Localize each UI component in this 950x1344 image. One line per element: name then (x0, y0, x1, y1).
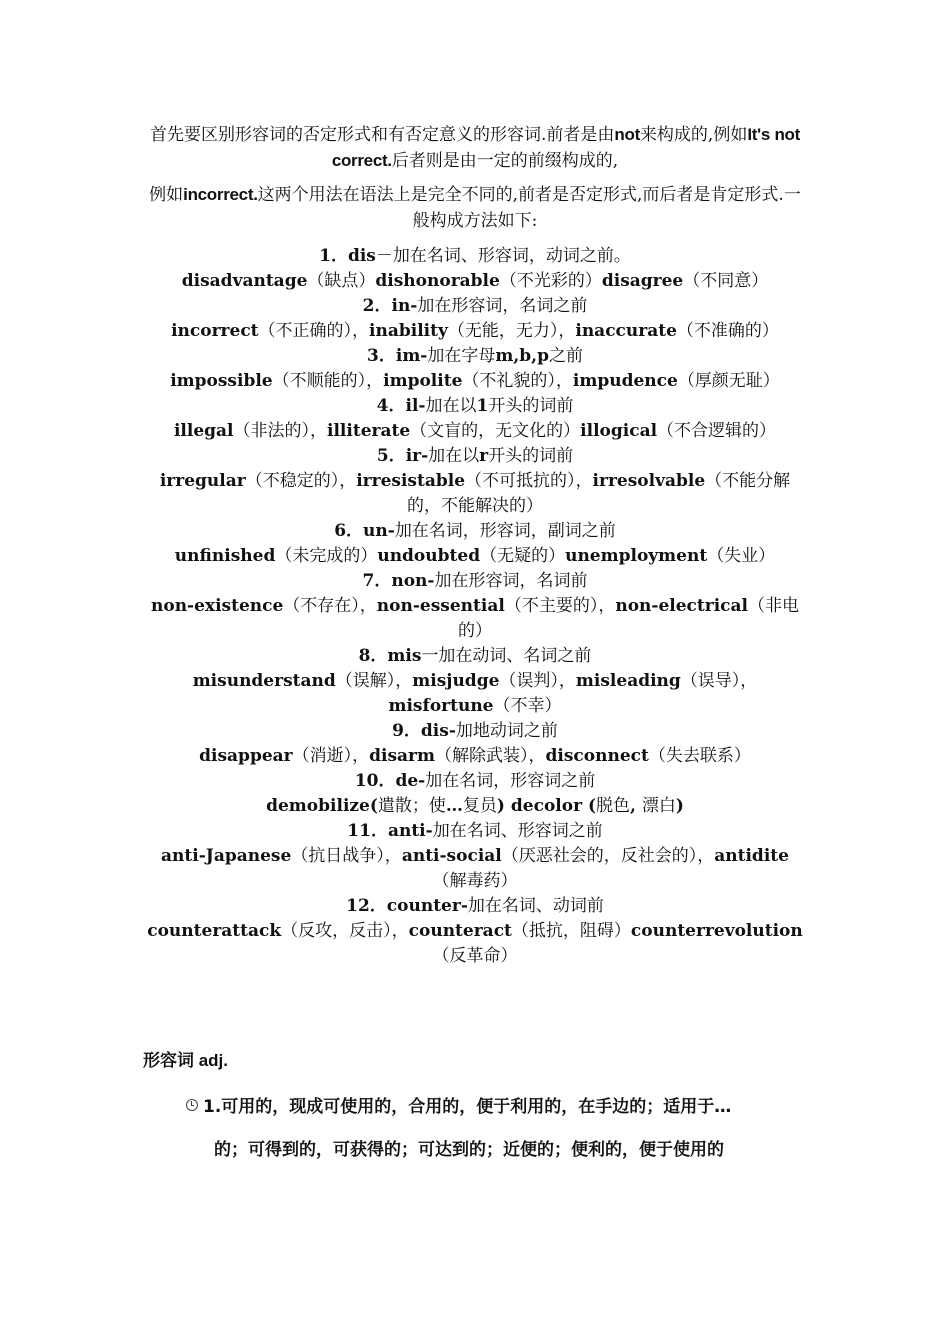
prefix-rule: 加在以 (425, 396, 477, 416)
prefix-examples (145, 269, 805, 294)
example-meaning: （解除武装）， (435, 746, 546, 766)
prefix-number: 12． (346, 896, 387, 916)
prefix-rule: 一加在动词、名词之前 (421, 646, 592, 666)
example-meaning: （误判）， (499, 671, 576, 691)
prefix-number: 7． (362, 571, 392, 591)
example-meaning: （厚颜无耻） (677, 371, 780, 391)
example-word: inaccurate (575, 321, 677, 341)
prefix-name: ir- (405, 446, 429, 466)
example-meaning: （不礼貌的）， (462, 371, 573, 391)
prefix-rule: 开头的词前 (488, 396, 574, 416)
example-meaning: （不合逻辑的） (657, 421, 777, 441)
intro-example: incorrect. (183, 185, 258, 204)
example-word: disappear (199, 746, 293, 766)
example-meaning: （反革命） (432, 946, 518, 966)
example-meaning: （不同意） (683, 271, 769, 291)
section-title: 形容词 adj. (143, 1051, 229, 1070)
example-word: unemployment (565, 546, 708, 566)
example-word: , (630, 796, 642, 816)
example-meaning: （失去联系） (648, 746, 751, 766)
example-meaning: （不主要的）， (504, 596, 616, 616)
prefix-examples (145, 469, 805, 519)
prefix-heading (145, 294, 805, 319)
example-meaning: （未完成的） (275, 546, 378, 566)
definition-block (186, 1094, 806, 1163)
example-meaning: （抗日战争）， (291, 846, 402, 866)
example-word: ) (675, 796, 684, 816)
example-word: anti-social (401, 846, 502, 866)
definition-line (186, 1094, 806, 1120)
example-meaning: （不顺能的）， (272, 371, 384, 391)
intro-text: 后者则是由一定的前缀构成的, (391, 151, 619, 171)
intro-paragraph-2 (145, 182, 805, 234)
prefix-heading (145, 444, 805, 469)
prefix-heading (145, 519, 805, 544)
prefix-examples (145, 919, 805, 969)
prefix-heading (145, 244, 805, 269)
prefix-examples (145, 544, 805, 569)
example-word: inability (369, 321, 448, 341)
prefix-number: 11． (347, 821, 388, 841)
prefix-name: in- (391, 296, 418, 316)
example-meaning: （失业） (707, 546, 776, 566)
example-meaning: （非电的） (458, 596, 799, 641)
example-word: non-electrical (615, 596, 748, 616)
example-word: illegal (173, 421, 234, 441)
prefix-name: il- (405, 396, 426, 416)
example-word: impudence (572, 371, 678, 391)
example-meaning: （不正确的）， (258, 321, 370, 341)
example-meaning: （不可抵抗的）， (465, 471, 593, 491)
prefix-rule-letters: m,b,p (495, 346, 549, 366)
prefix-examples (145, 669, 805, 719)
example-meaning: （不能分解的，不能解决的） (407, 471, 791, 516)
prefix-rule: 加在名词，形容词，副词之前 (394, 521, 616, 541)
prefix-item (145, 444, 805, 519)
clock-icon (186, 1099, 198, 1111)
prefix-name: counter- (386, 896, 468, 916)
example-word: misfortune (388, 696, 494, 716)
prefix-heading (145, 819, 805, 844)
prefix-examples (145, 594, 805, 644)
example-meaning: （反攻，反击）， (281, 921, 409, 941)
prefix-name: un- (363, 521, 395, 541)
prefix-examples (145, 744, 805, 769)
example-word: anti-Japanese (161, 846, 292, 866)
example-meaning: （误解）， (335, 671, 413, 691)
prefix-item (145, 819, 805, 894)
prefix-rule: 加在以 (428, 446, 480, 466)
intro-paragraph-1 (145, 122, 805, 174)
example-word: disconnect (545, 746, 649, 766)
prefix-heading (145, 769, 805, 794)
intro-text: 这两个用法在语法上是完全不同的,前者是否定形式,而后者是肯定形式.一般构成方法如下: (257, 185, 801, 231)
prefix-item (145, 294, 805, 344)
example-meaning: （误导）， (680, 671, 758, 691)
intro-text: 首先要区别形容词的否定形式和有否定意义的形容词.前者是由 (150, 125, 615, 145)
example-word: counteract (408, 921, 512, 941)
example-word: unfinished (174, 546, 276, 566)
prefix-item (145, 569, 805, 644)
example-meaning: （不存在）， (283, 596, 377, 616)
prefix-number: 6． (334, 521, 364, 541)
prefix-item (145, 894, 805, 969)
example-meaning: （无疑的） (480, 546, 566, 566)
example-word: demobilize( (266, 796, 378, 816)
example-meaning: （无能，无力）， (447, 321, 576, 341)
prefix-name: mis (387, 646, 422, 666)
prefix-item (145, 769, 805, 819)
prefix-item (145, 244, 805, 294)
intro-text: 例如 (149, 185, 184, 205)
prefix-examples (145, 369, 805, 394)
prefix-name: anti- (387, 821, 433, 841)
example-word: undoubted (377, 546, 481, 566)
example-word: irresistable (356, 471, 466, 491)
example-word: antidite (714, 846, 789, 866)
prefix-number: 2． (362, 296, 392, 316)
prefix-rule: 开头的词前 (488, 446, 574, 466)
prefix-heading (145, 394, 805, 419)
example-meaning: （消逝）， (292, 746, 370, 766)
example-word: disarm (369, 746, 435, 766)
prefix-rule: 之前 (548, 346, 583, 366)
intro-example: It's not correct. (331, 125, 800, 170)
example-meaning: （文盲的，无文化的） (410, 421, 581, 441)
example-word: misjudge (412, 671, 500, 691)
prefix-examples (145, 319, 805, 344)
prefix-rule: －加在名词、形容词，动词之前。 (375, 246, 631, 266)
prefix-name: non- (391, 571, 435, 591)
example-meaning: （厌恶社会的，反社会的）， (501, 846, 715, 866)
example-word: irresolvable (592, 471, 706, 491)
prefix-heading (145, 644, 805, 669)
example-meaning: 漂白 (641, 796, 676, 816)
prefix-heading (145, 344, 805, 369)
example-meaning: （解毒药） (432, 871, 518, 891)
prefix-number: 10． (354, 771, 396, 791)
example-word: … (445, 796, 463, 816)
prefix-rule: 加在字母 (427, 346, 496, 366)
prefix-number: 8． (358, 646, 388, 666)
prefix-examples (145, 794, 805, 819)
intro-text: 来构成的,例如 (639, 125, 748, 145)
prefix-rule: 加在形容词，名词前 (434, 571, 588, 591)
prefix-list (145, 244, 805, 969)
example-meaning: （缺点） (307, 271, 376, 291)
example-meaning: 遣散；使 (377, 796, 446, 816)
prefix-rule: 加在名词，形容词之前 (425, 771, 596, 791)
example-meaning: （不光彩的） (499, 271, 602, 291)
prefix-item (145, 644, 805, 719)
example-word: disadvantage (181, 271, 308, 291)
prefix-rule: 加在形容词，名词之前 (417, 296, 588, 316)
example-word: irregular (159, 471, 246, 491)
prefix-rule-letters: 1 (476, 396, 489, 416)
prefix-rule-letters: r (479, 446, 489, 466)
prefix-name: im- (395, 346, 428, 366)
example-word: disagree (601, 271, 684, 291)
prefix-number: 5． (376, 446, 406, 466)
example-word: dishonorable (375, 271, 500, 291)
example-word: impolite (383, 371, 463, 391)
prefix-number: 4． (376, 396, 406, 416)
prefix-heading (145, 569, 805, 594)
prefix-heading (145, 894, 805, 919)
prefix-item (145, 394, 805, 444)
example-meaning: 脱色 (596, 796, 630, 816)
content-block (145, 122, 805, 969)
intro-section (145, 122, 805, 234)
example-meaning: 复员 (462, 796, 497, 816)
prefix-item (145, 344, 805, 394)
prefix-number: 3． (367, 346, 396, 366)
example-word: counterrevolution (630, 921, 803, 941)
example-word: ) decolor ( (496, 796, 596, 816)
example-meaning: （不幸） (493, 696, 562, 716)
prefix-rule: 加地动词之前 (455, 721, 558, 741)
prefix-rule: 加在名词、动词前 (467, 896, 604, 916)
example-word: illiterate (327, 421, 411, 441)
prefix-examples (145, 419, 805, 444)
example-word: misleading (575, 671, 681, 691)
prefix-heading (145, 719, 805, 744)
example-word: non-existence (151, 596, 284, 616)
prefix-name: dis- (420, 721, 456, 741)
example-word: incorrect (171, 321, 259, 341)
prefix-item (145, 719, 805, 769)
definition-line (186, 1137, 806, 1163)
example-meaning: （非法的）， (233, 421, 328, 441)
example-word: impossible (170, 371, 273, 391)
prefix-name: dis (347, 246, 376, 266)
example-word: non-essential (376, 596, 505, 616)
example-word: illogical (580, 421, 658, 441)
prefix-examples (145, 844, 805, 894)
definition-text: 1.可用的，现成可使用的，合用的，便于利用的，在手边的；适用于… (203, 1097, 732, 1117)
definition-text: 的；可得到的，可获得的；可达到的；近便的；便利的，便于使用的 (214, 1140, 724, 1160)
prefix-number: 9． (392, 721, 421, 741)
example-word: counterattack (147, 921, 282, 941)
example-meaning: （抵抗，阻碍） (511, 921, 631, 941)
example-meaning: （不稳定的）， (245, 471, 357, 491)
prefix-number: 1． (319, 246, 348, 266)
prefix-item (145, 519, 805, 569)
prefix-name: de- (395, 771, 426, 791)
intro-keyword: not (614, 125, 640, 144)
example-meaning: （不准确的） (676, 321, 779, 341)
prefix-rule: 加在名词、形容词之前 (432, 821, 603, 841)
example-word: misunderstand (192, 671, 336, 691)
